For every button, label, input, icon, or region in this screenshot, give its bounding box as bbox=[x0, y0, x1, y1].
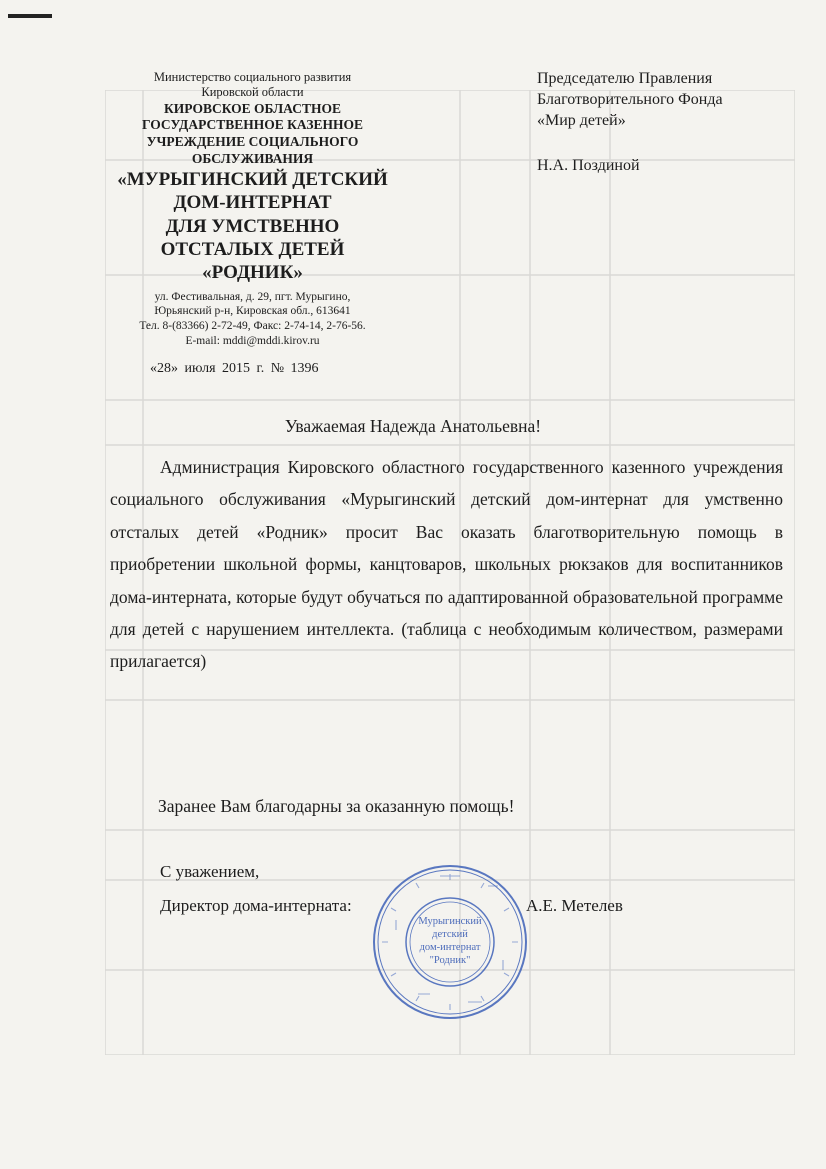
stamp-line-1: Мурыгинский bbox=[418, 916, 482, 927]
address-line-2: Юрьянский р-н, Кировская обл., 613641 bbox=[154, 305, 351, 318]
letter-body: Администрация Кировского областного государственного казенного учреждения социального обслуживания «Мурыгинский детский дом-интернат для умственно отсталых детей «Родник» просит Вас оказать благотворительную помощь в приобретении школьной формы, канцтоваров, школьных рюкзаков для воспитанников дома-интерната, которые будут обучаться по адаптированной образовательной программе для детей с нарушением интеллекта. (таблица с необходимым количеством, размерами прилагается) bbox=[110, 457, 783, 672]
org-line-4: ОБСЛУЖИВАНИЯ bbox=[191, 151, 314, 167]
addressee-line-1: Председателю Правления bbox=[537, 70, 713, 87]
addressee-line-2: Благотворительного Фонда bbox=[537, 91, 723, 109]
org-line-3: УЧРЕЖДЕНИЕ СОЦИАЛЬНОГО bbox=[146, 134, 359, 150]
thanks-line: Заранее Вам благодарны за оказанную помощь! bbox=[158, 796, 515, 816]
phone-fax-line: Тел. 8-(83366) 2-72-49, Факс: 2-74-14, 2-76-56. bbox=[139, 320, 366, 333]
signer-name: А.Е. Метелев bbox=[526, 896, 623, 915]
letter-date-number: «28» июля 2015 г. № 1396 bbox=[150, 361, 319, 377]
addressee-block bbox=[537, 68, 787, 176]
scan-mark bbox=[8, 14, 52, 18]
addressee-line-3: «Мир детей» bbox=[537, 112, 626, 130]
stamp-line-3: дом-интернат bbox=[419, 942, 481, 953]
ministry-line-2: Кировской области bbox=[201, 84, 304, 99]
addressee-person: Н.А. Поздиной bbox=[537, 157, 640, 175]
institution-name-line-4: ОТСТАЛЫХ ДЕТЕЙ bbox=[160, 238, 345, 260]
institution-name-line-1: «МУРЫГИНСКИЙ ДЕТСКИЙ bbox=[117, 169, 388, 191]
institution-name-line-3: ДЛЯ УМСТВЕННО bbox=[165, 215, 340, 237]
address-line-1: ул. Фестивальная, д. 29, пгт. Мурыгино, bbox=[154, 290, 351, 303]
org-line-1: КИРОВСКОЕ ОБЛАСТНОЕ bbox=[163, 100, 342, 116]
institution-name-line-2: ДОМ-ИНТЕРНАТ bbox=[173, 192, 332, 214]
sender-address bbox=[100, 290, 405, 350]
institution-name-line-5: «РОДНИК» bbox=[202, 262, 303, 284]
org-line-2: ГОСУДАРСТВЕННОЕ КАЗЕННОЕ bbox=[142, 117, 363, 133]
signer-title: Директор дома-интерната: bbox=[160, 896, 352, 915]
sender-header bbox=[100, 70, 405, 378]
stamp-line-2: детский bbox=[432, 929, 468, 940]
salutation: Уважаемая Надежда Анатольевна! bbox=[284, 416, 542, 436]
ministry-line-1: Министерство социального развития bbox=[153, 70, 352, 84]
closing-line: С уважением, bbox=[160, 862, 260, 881]
email-line: E-mail: mddi@mddi.kirov.ru bbox=[185, 335, 320, 348]
official-stamp bbox=[370, 862, 530, 1022]
stamp-line-4: "Родник" bbox=[429, 955, 471, 966]
